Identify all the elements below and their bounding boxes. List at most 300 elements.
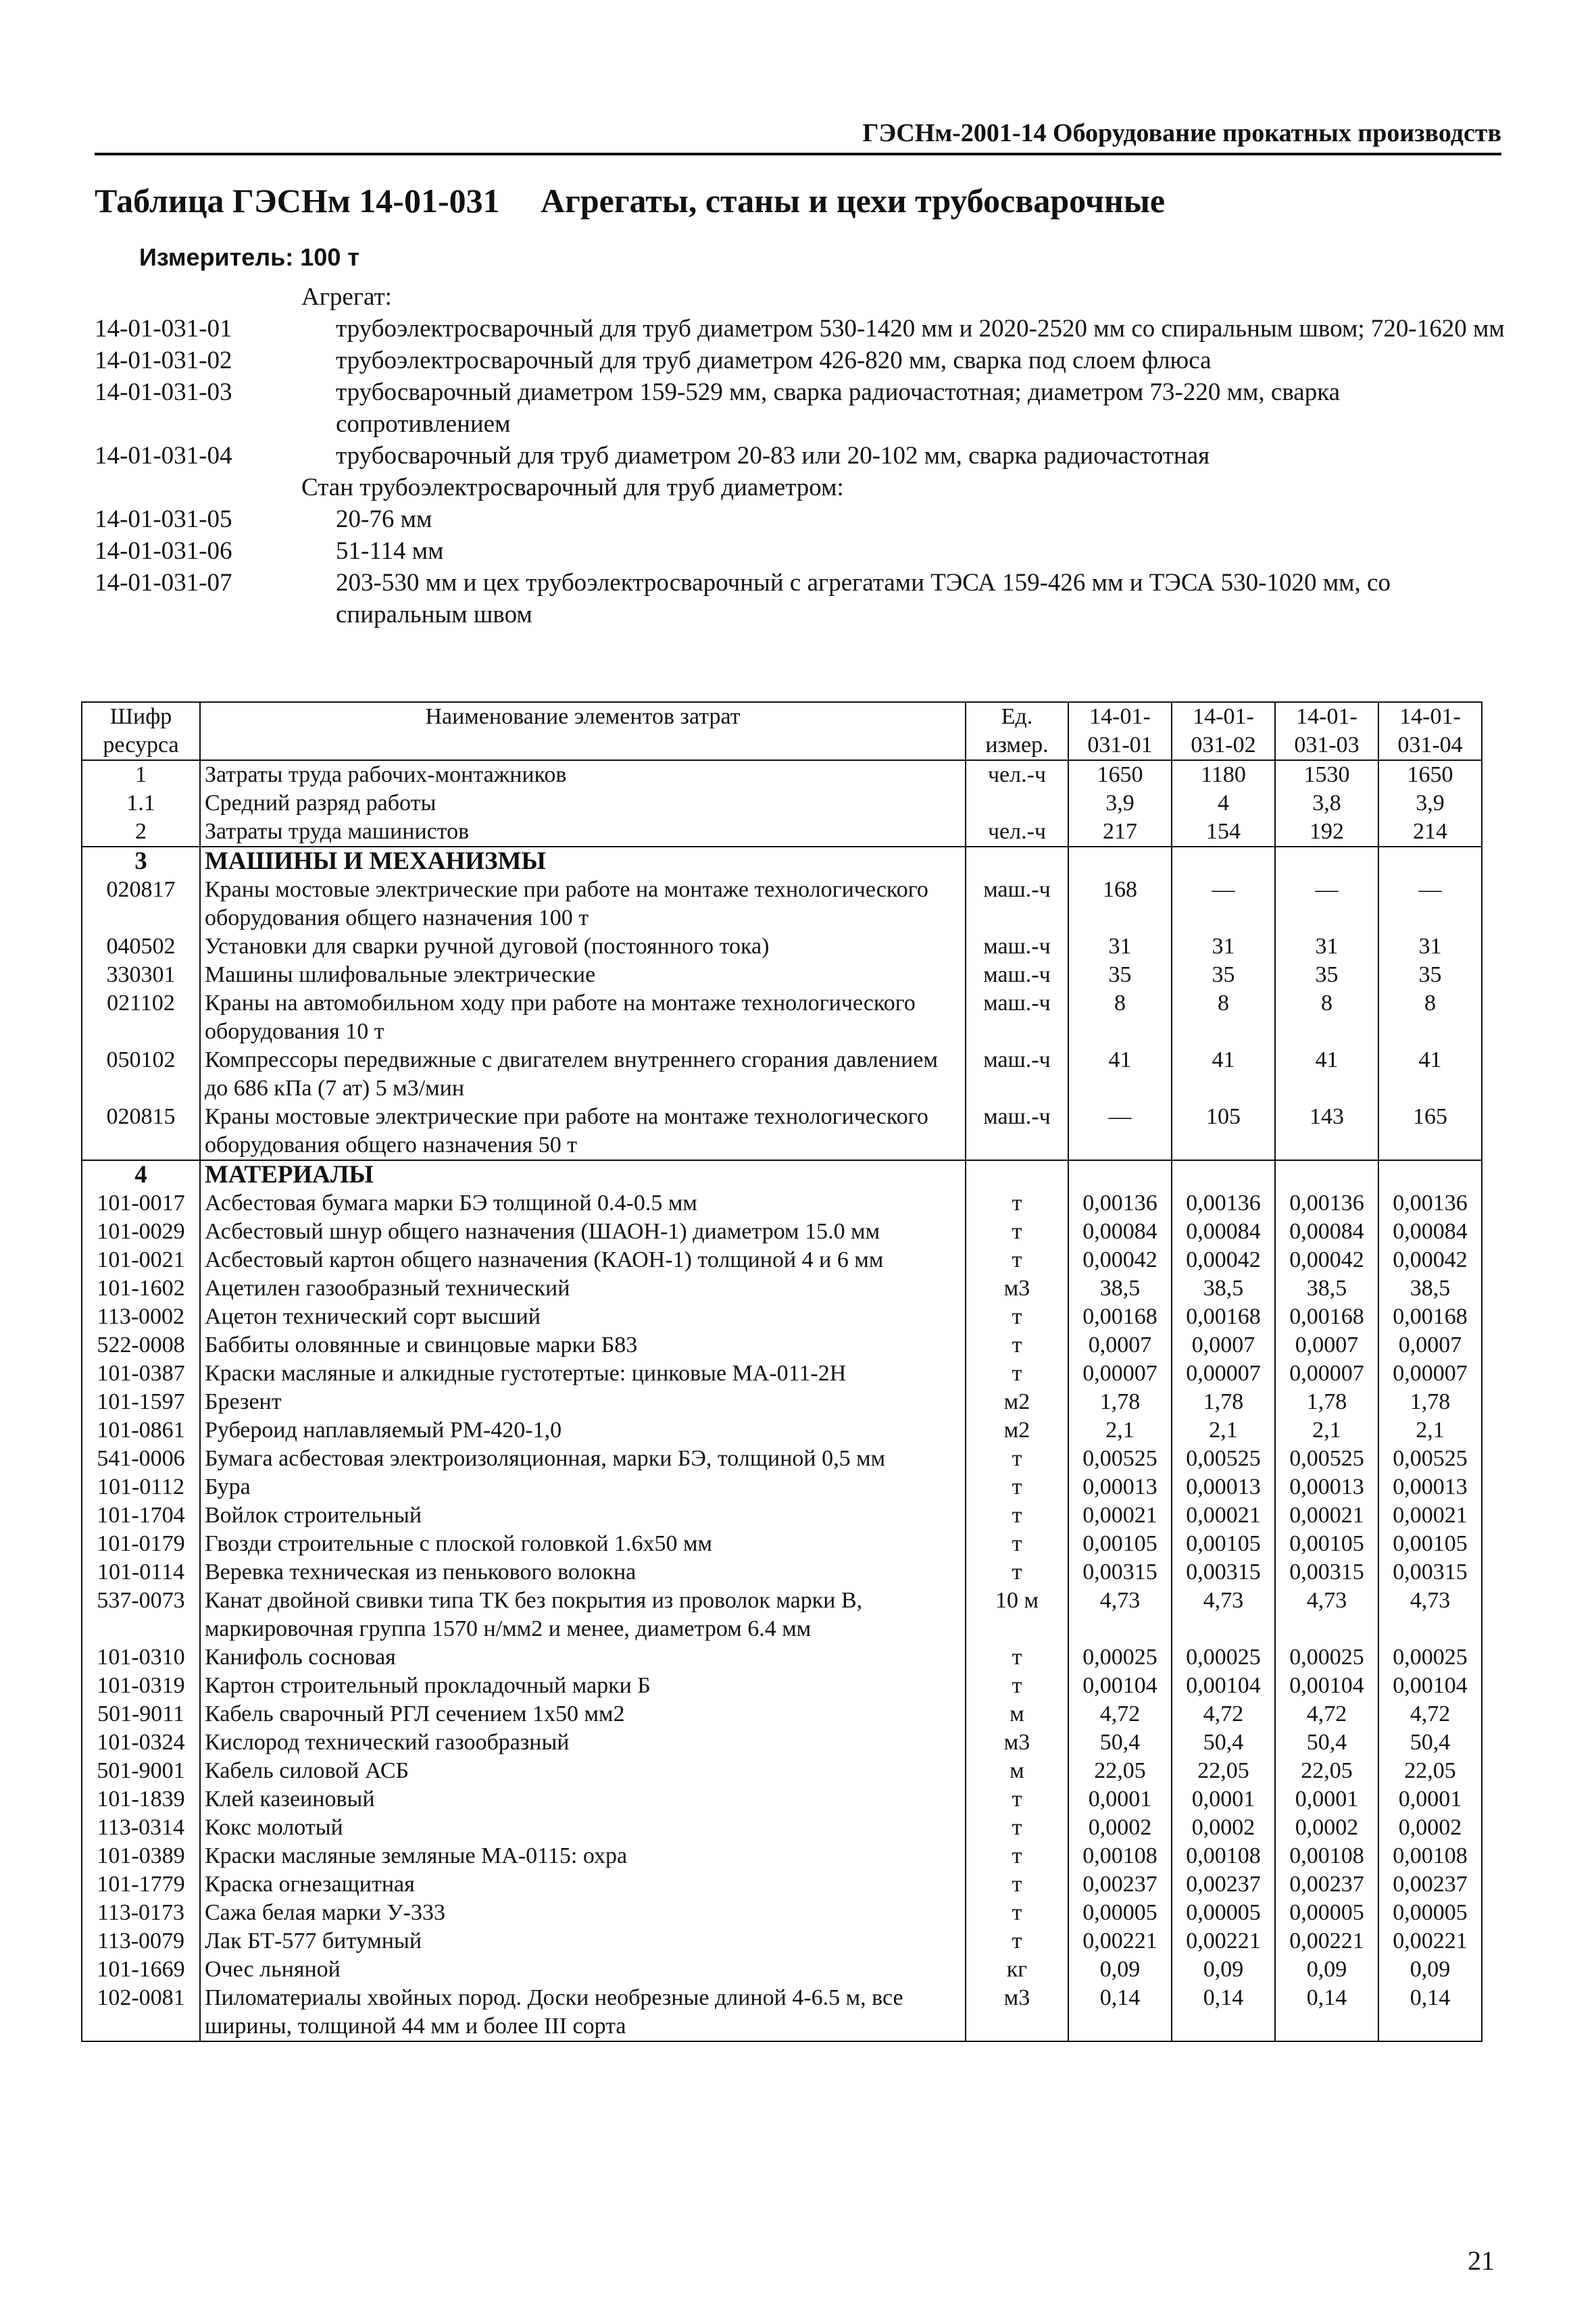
norm-value: 0,00021 [1275,1501,1378,1530]
norm-value: 214 [1378,818,1482,847]
norm-value: 31 [1068,932,1172,961]
norm-value: 0,00021 [1068,1501,1172,1530]
resource-code: 101-1779 [82,1870,200,1899]
table-row [82,1103,1482,1160]
resource-name: Краски масляные и алкидные густотертые: цинковые МА-011-2Н [200,1360,966,1388]
norm-value: 165 [1378,1103,1482,1160]
norm-value: 0,00315 [1068,1558,1172,1587]
header-unit: Ед. измер. [966,702,1068,760]
section-row [82,847,1482,876]
table-row [82,1473,1482,1501]
resource-name: Краны мостовые электрические при работе на монтаже технологического оборудования общего назначения 100 т [200,876,966,932]
variant-item [95,503,1507,535]
norm-value: 1650 [1068,760,1172,789]
resource-unit [966,1160,1068,1189]
norm-value: 0,00013 [1275,1473,1378,1501]
norm-value: 0,00084 [1378,1218,1482,1246]
resource-name: Лак БТ-577 битумный [200,1927,966,1956]
running-header: ГЭСНм-2001-14 Оборудование прокатных производств [95,114,1501,155]
resource-code: 1 [82,760,200,789]
norm-value: 0,00013 [1172,1473,1275,1501]
resource-code: 101-0324 [82,1728,200,1757]
table-row [82,1388,1482,1416]
norm-value: 31 [1172,932,1275,961]
resource-code: 101-0310 [82,1643,200,1672]
resource-code: 050102 [82,1046,200,1103]
header-col-1: 14-01-031-01 [1068,702,1172,760]
variant-description: 203-530 мм и цех трубоэлектросварочный с агрегатами ТЭСА 159-426 мм и ТЭСА 530-1020 мм, со спиральным швом [336,569,1391,628]
resource-code: 040502 [82,932,200,961]
resource-unit: маш.-ч [966,989,1068,1046]
norm-value: — [1378,876,1482,932]
header-code: Шифр ресурса [82,702,200,760]
norm-value [1172,1160,1275,1189]
resource-name: МАШИНЫ И МЕХАНИЗМЫ [200,847,966,876]
resource-unit: т [966,1558,1068,1587]
norm-value: 0,00042 [1068,1246,1172,1274]
norm-value: 0,00021 [1378,1501,1482,1530]
variant-code: 14-01-031-01 [95,315,232,343]
norm-value: 0,14 [1172,1984,1275,2041]
table-row [82,1899,1482,1927]
norm-value: 0,00221 [1275,1927,1378,1956]
table-row [82,1189,1482,1218]
norm-value: 38,5 [1172,1274,1275,1303]
norm-value: 0,00525 [1378,1445,1482,1473]
resource-name: Краска огнезащитная [200,1870,966,1899]
norm-value: 4 [1172,789,1275,818]
table-row [82,1927,1482,1956]
norm-value [1275,1160,1378,1189]
variant-code: 14-01-031-06 [95,537,232,565]
resource-unit: м2 [966,1416,1068,1445]
resource-name: Кокс молотый [200,1814,966,1842]
norm-value: 38,5 [1378,1274,1482,1303]
resource-unit: т [966,1643,1068,1672]
norm-value: 0,00104 [1068,1672,1172,1700]
norm-value: 0,00108 [1172,1842,1275,1870]
table-row [82,1046,1482,1103]
table-row [82,989,1482,1046]
norm-value: 0,00315 [1378,1558,1482,1587]
norm-value: 0,00104 [1378,1672,1482,1700]
table-row [82,1530,1482,1558]
table-row [82,876,1482,932]
resource-code: 541-0006 [82,1445,200,1473]
resource-code: 101-0029 [82,1218,200,1246]
norm-value: 0,00221 [1172,1927,1275,1956]
norm-value: 0,00084 [1172,1218,1275,1246]
norm-value: 41 [1068,1046,1172,1103]
variant-item [95,376,1507,440]
norm-value: 2,1 [1172,1416,1275,1445]
norm-value: 0,00525 [1068,1445,1172,1473]
table-row [82,1360,1482,1388]
resource-unit: т [966,1303,1068,1331]
resource-code: 537-0073 [82,1587,200,1643]
norm-value: 35 [1172,961,1275,989]
table-row [82,789,1482,818]
norm-value: 0,09 [1068,1956,1172,1984]
resource-code: 501-9011 [82,1700,200,1728]
norm-value: 0,00136 [1378,1189,1482,1218]
resource-code: 101-1839 [82,1785,200,1814]
norm-value [1172,847,1275,876]
norm-value: 0,0007 [1275,1331,1378,1360]
resource-unit: т [966,1218,1068,1246]
table-row [82,1445,1482,1473]
norm-value: 0,00168 [1172,1303,1275,1331]
norm-value: 0,00005 [1068,1899,1172,1927]
norm-value: 0,00168 [1275,1303,1378,1331]
page-number: 21 [1468,2245,1495,2276]
norm-value: 1,78 [1068,1388,1172,1416]
norm-value: 154 [1172,818,1275,847]
resource-name: Краны на автомобильном ходу при работе на монтаже технологического оборудования 10 т [200,989,966,1046]
norm-value: 0,00013 [1068,1473,1172,1501]
norm-value [1068,1160,1172,1189]
norm-value: 105 [1172,1103,1275,1160]
table-row [82,1814,1482,1842]
norm-value: 0,09 [1172,1956,1275,1984]
resource-code: 113-0173 [82,1899,200,1927]
resource-unit: т [966,1530,1068,1558]
norm-value: 0,0007 [1068,1331,1172,1360]
table-row [82,1728,1482,1757]
table-title [95,181,1165,220]
norm-value: 4,72 [1172,1700,1275,1728]
resource-name: Бура [200,1473,966,1501]
resource-name: Клей казеиновый [200,1785,966,1814]
norm-value: 0,00025 [1275,1643,1378,1672]
resource-table [81,701,1482,2042]
variant-description: трубоэлектросварочный для труб диаметром 426-820 мм, сварка под слоем флюса [336,347,1212,374]
table-row [82,1587,1482,1643]
norm-value: 0,00108 [1275,1842,1378,1870]
resource-code: 101-0112 [82,1473,200,1501]
resource-unit: т [966,1927,1068,1956]
resource-name: Очес льняной [200,1956,966,1984]
variant-code: 14-01-031-07 [95,569,232,597]
norm-value: 1180 [1172,760,1275,789]
resource-code: 3 [82,847,200,876]
table-row [82,1218,1482,1246]
resource-code: 4 [82,1160,200,1189]
resource-code: 101-0861 [82,1416,200,1445]
norm-value: 0,00042 [1378,1246,1482,1274]
norm-value: 38,5 [1068,1274,1172,1303]
resource-unit: м3 [966,1274,1068,1303]
resource-code: 1.1 [82,789,200,818]
norm-value: 0,00084 [1068,1218,1172,1246]
resource-unit: т [966,1331,1068,1360]
norm-value: 41 [1275,1046,1378,1103]
norm-value: 0,00237 [1275,1870,1378,1899]
resource-name: Сажа белая марки У-333 [200,1899,966,1927]
resource-code: 021102 [82,989,200,1046]
norm-value: 0,00104 [1172,1672,1275,1700]
table-row [82,1870,1482,1899]
norm-value: 8 [1172,989,1275,1046]
norm-value: 8 [1378,989,1482,1046]
resource-unit: т [966,1899,1068,1927]
resource-unit: кг [966,1956,1068,1984]
norm-value: 41 [1172,1046,1275,1103]
header-col-4: 14-01-031-04 [1378,702,1482,760]
norm-value: 0,00005 [1378,1899,1482,1927]
resource-code: 101-0114 [82,1558,200,1587]
table-row [82,1501,1482,1530]
norm-value: 0,0007 [1172,1331,1275,1360]
resource-unit: чел.-ч [966,818,1068,847]
norm-value: 0,00025 [1172,1643,1275,1672]
table-row [82,760,1482,789]
norm-value: 2,1 [1378,1416,1482,1445]
resource-name: Кабель силовой АСБ [200,1757,966,1785]
norm-value: 0,0007 [1378,1331,1482,1360]
resource-code: 2 [82,818,200,847]
norm-value: 4,72 [1378,1700,1482,1728]
norm-value: 50,4 [1275,1728,1378,1757]
resource-code: 101-0319 [82,1672,200,1700]
norm-value: 0,0002 [1172,1814,1275,1842]
resource-unit: т [966,1473,1068,1501]
norm-value: 0,0002 [1378,1814,1482,1842]
norm-value: 50,4 [1378,1728,1482,1757]
resource-name: Веревка техническая из пенькового волокна [200,1558,966,1587]
resource-unit: т [966,1501,1068,1530]
table-row [82,1842,1482,1870]
resource-code: 101-0017 [82,1189,200,1218]
resource-unit: т [966,1360,1068,1388]
resource-unit: м2 [966,1388,1068,1416]
resource-code: 020815 [82,1103,200,1160]
table-row [82,1672,1482,1700]
resource-name: Машины шлифовальные электрические [200,961,966,989]
variant-group-heading: Стан трубоэлектросварочный для труб диаметром: [301,474,844,501]
norm-value: 0,00525 [1172,1445,1275,1473]
resource-unit [966,847,1068,876]
resource-unit: т [966,1785,1068,1814]
resource-name: МАТЕРИАЛЫ [200,1160,966,1189]
resource-unit: т [966,1814,1068,1842]
table-row [82,818,1482,847]
resource-name: Асбестовая бумага марки БЭ толщиной 0.4-0.5 мм [200,1189,966,1218]
norm-value: 41 [1378,1046,1482,1103]
norm-value [1378,847,1482,876]
norm-value: 35 [1378,961,1482,989]
resource-unit: 10 м [966,1587,1068,1643]
variant-description: 51-114 мм [336,537,444,565]
norm-value: 0,00237 [1378,1870,1482,1899]
norm-value: 0,00007 [1378,1360,1482,1388]
norm-value: 1650 [1378,760,1482,789]
variant-code: 14-01-031-03 [95,378,232,406]
norm-value: 0,00108 [1068,1842,1172,1870]
resource-name: Асбестовый картон общего назначения (КАОН-1) толщиной 4 и 6 мм [200,1246,966,1274]
resource-code: 113-0079 [82,1927,200,1956]
norm-value: 0,00136 [1172,1189,1275,1218]
resource-unit: т [966,1189,1068,1218]
resource-unit: маш.-ч [966,1103,1068,1160]
norm-value: 0,00168 [1378,1303,1482,1331]
resource-code: 101-0179 [82,1530,200,1558]
variant-code: 14-01-031-05 [95,505,232,533]
resource-name: Затраты труда рабочих-монтажников [200,760,966,789]
norm-value: 38,5 [1275,1274,1378,1303]
resource-name: Установки для сварки ручной дуговой (постоянного тока) [200,932,966,961]
resource-unit: маш.-ч [966,932,1068,961]
resource-name: Бумага асбестовая электроизоляционная, марки БЭ, толщиной 0,5 мм [200,1445,966,1473]
resource-name: Кабель сварочный РГЛ сечением 1х50 мм2 [200,1700,966,1728]
resource-name: Ацетилен газообразный технический [200,1274,966,1303]
header-col-2: 14-01-031-02 [1172,702,1275,760]
resource-name: Затраты труда машинистов [200,818,966,847]
norm-value: 0,00007 [1172,1360,1275,1388]
resource-name: Средний разряд работы [200,789,966,818]
table-code: Таблица ГЭСНм 14-01-031 [95,182,500,220]
variant-code: 14-01-031-02 [95,347,232,374]
resource-name: Краски масляные земляные МА-0115: охра [200,1842,966,1870]
norm-value: 4,73 [1275,1587,1378,1643]
resource-unit [966,789,1068,818]
norm-value [1378,1160,1482,1189]
resource-name: Гвозди строительные с плоской головкой 1.6х50 мм [200,1530,966,1558]
norm-value: 0,00221 [1068,1927,1172,1956]
resource-unit: маш.-ч [966,961,1068,989]
norm-value: 0,00136 [1275,1189,1378,1218]
resource-code: 101-0021 [82,1246,200,1274]
resource-code: 113-0002 [82,1303,200,1331]
variant-description: трубоэлектросварочный для труб диаметром 530-1420 мм и 2020-2520 мм со спиральным швом; 720-1620 мм [336,315,1505,343]
norm-value: 31 [1378,932,1482,961]
norm-value: — [1172,876,1275,932]
norm-value: 0,00084 [1275,1218,1378,1246]
norm-value: 0,00237 [1172,1870,1275,1899]
norm-value: 2,1 [1068,1416,1172,1445]
header-name: Наименование элементов затрат [200,702,966,760]
table-row [82,1700,1482,1728]
norm-value: 0,00025 [1068,1643,1172,1672]
norm-value: 0,00108 [1378,1842,1482,1870]
norm-value: 0,00005 [1172,1899,1275,1927]
table-row [82,1757,1482,1785]
norm-value: 22,05 [1378,1757,1482,1785]
norm-value: 192 [1275,818,1378,847]
resource-code: 101-1602 [82,1274,200,1303]
norm-value: 0,00168 [1068,1303,1172,1331]
resource-code: 101-0389 [82,1842,200,1870]
resource-unit: маш.-ч [966,876,1068,932]
table-row [82,1416,1482,1445]
table-row [82,1956,1482,1984]
norm-value: 1530 [1275,760,1378,789]
table-header-row [82,702,1482,760]
norm-value: 0,00136 [1068,1189,1172,1218]
norm-value: 2,1 [1275,1416,1378,1445]
header-col-3: 14-01-031-03 [1275,702,1378,760]
table-row [82,1274,1482,1303]
resource-unit: т [966,1445,1068,1473]
norm-value: 0,0001 [1172,1785,1275,1814]
norm-value: 0,0002 [1275,1814,1378,1842]
norm-value: 1,78 [1172,1388,1275,1416]
norm-value: 0,00104 [1275,1672,1378,1700]
norm-value: 0,00315 [1172,1558,1275,1587]
resource-code: 102-0081 [82,1984,200,2041]
resource-name: Брезент [200,1388,966,1416]
norm-value: 0,00105 [1068,1530,1172,1558]
resource-unit: т [966,1842,1068,1870]
norm-value: 31 [1275,932,1378,961]
norm-value: 3,9 [1068,789,1172,818]
table-row [82,1984,1482,2041]
norm-value: 3,8 [1275,789,1378,818]
resource-code: 330301 [82,961,200,989]
norm-value: 0,00525 [1275,1445,1378,1473]
variant-item [95,440,1507,472]
table-row [82,1303,1482,1331]
resource-unit: м [966,1700,1068,1728]
norm-value: 0,00021 [1172,1501,1275,1530]
norm-value: 3,9 [1378,789,1482,818]
resource-code: 101-1669 [82,1956,200,1984]
norm-value: 8 [1275,989,1378,1046]
norm-value: 0,00105 [1172,1530,1275,1558]
norm-value: 0,00042 [1172,1246,1275,1274]
norm-value: 0,09 [1275,1956,1378,1984]
norm-value: 4,73 [1068,1587,1172,1643]
table-row [82,1331,1482,1360]
norm-value: 4,72 [1275,1700,1378,1728]
resource-name: Ацетон технический сорт высший [200,1303,966,1331]
resource-unit: т [966,1246,1068,1274]
resource-unit: м3 [966,1984,1068,2041]
table-row [82,932,1482,961]
table-title-text: Агрегаты, станы и цехи трубосварочные [541,182,1166,220]
resource-unit: м [966,1757,1068,1785]
resource-code: 113-0314 [82,1814,200,1842]
resource-code: 101-0387 [82,1360,200,1388]
norm-value: — [1068,1103,1172,1160]
norm-value: 0,00105 [1378,1530,1482,1558]
norm-value: 4,73 [1378,1587,1482,1643]
resource-name: Асбестовый шнур общего назначения (ШАОН-1) диаметром 15.0 мм [200,1218,966,1246]
norm-value: — [1275,876,1378,932]
norm-value: 217 [1068,818,1172,847]
norm-value: 0,00221 [1378,1927,1482,1956]
table-row [82,961,1482,989]
norm-value: 22,05 [1172,1757,1275,1785]
norm-value [1068,847,1172,876]
resource-unit: чел.-ч [966,760,1068,789]
table-row [82,1558,1482,1587]
norm-value: 1,78 [1378,1388,1482,1416]
norm-value: 35 [1275,961,1378,989]
variant-group-heading: Агрегат: [301,283,392,311]
variant-item [95,535,1507,567]
variant-description: трубосварочный диаметром 159-529 мм, сварка радиочастотная; диаметром 73-220 мм, сварка сопротивлением [336,378,1341,438]
variant-description: 20-76 мм [336,505,432,533]
resource-name: Баббиты оловянные и свинцовые марки Б83 [200,1331,966,1360]
norm-value: 0,14 [1378,1984,1482,2041]
norm-value: 0,0001 [1275,1785,1378,1814]
norm-value: 0,09 [1378,1956,1482,1984]
resource-unit: м3 [966,1728,1068,1757]
norm-value: 0,14 [1068,1984,1172,2041]
norm-value: 0,00007 [1275,1360,1378,1388]
norm-value: 1,78 [1275,1388,1378,1416]
